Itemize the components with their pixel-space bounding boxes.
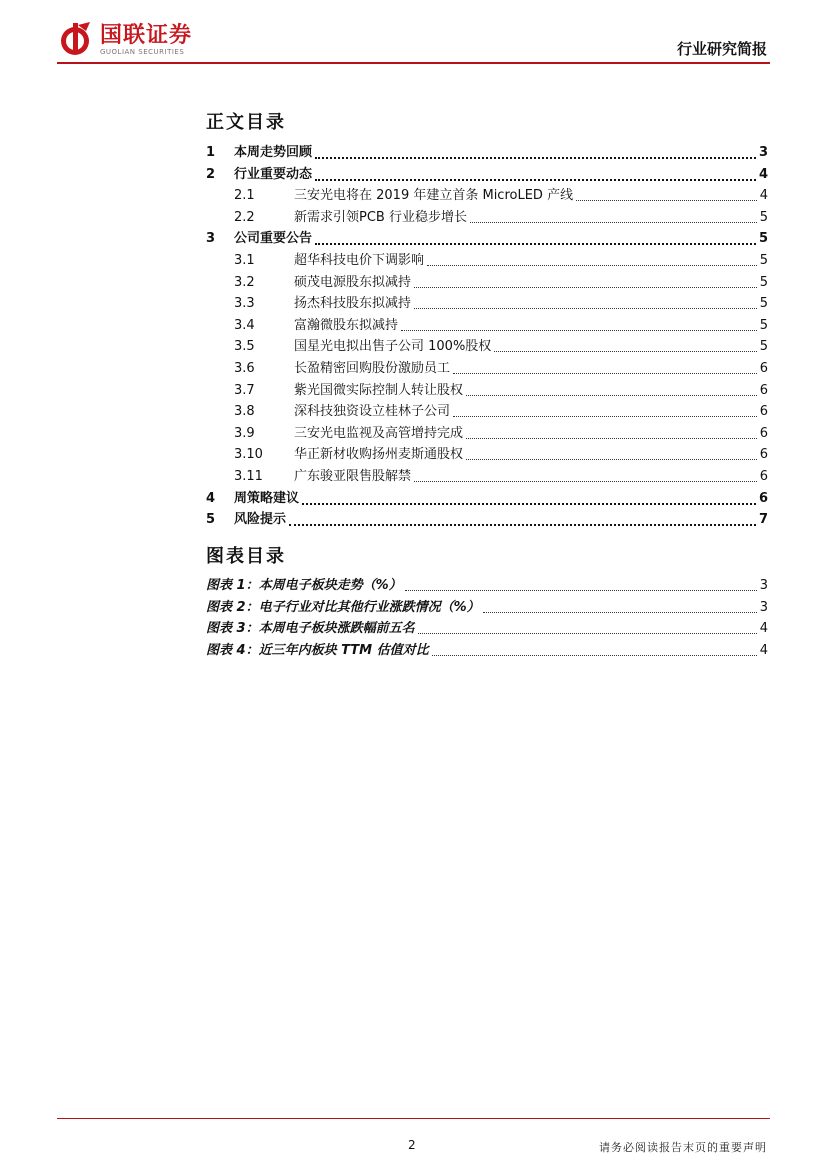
toc-entry-number: 3.9 <box>234 426 255 441</box>
figure-entry-page: 3 <box>759 578 768 593</box>
toc-entry-number: 2.1 <box>234 188 255 203</box>
toc-entry[interactable] <box>234 316 768 336</box>
toc-entry-title: 华正新材收购扬州麦斯通股权 <box>294 447 464 462</box>
toc-entry-number: 3.4 <box>234 318 255 333</box>
toc-entry[interactable] <box>234 359 768 379</box>
toc-entry-page: 5 <box>759 296 768 311</box>
toc-dot-leader <box>414 307 757 309</box>
toc-entry[interactable] <box>234 208 768 228</box>
disclaimer-note: 请务必阅读报告末页的重要声明 <box>599 1141 767 1154</box>
figure-dot-leader <box>483 611 757 613</box>
toc-entry-number: 3.2 <box>234 275 255 290</box>
figure-dot-leader <box>432 654 757 656</box>
toc-entry-title: 三安光电监视及高管增持完成 <box>294 426 464 441</box>
toc-entry-page: 6 <box>759 469 768 484</box>
toc-entry-title: 长盈精密回购股份激励员工 <box>294 361 451 376</box>
toc-entry-number: 3.3 <box>234 296 255 311</box>
toc-entry-page: 5 <box>759 253 768 268</box>
figure-entry[interactable] <box>206 641 768 661</box>
figure-entry[interactable] <box>206 576 768 596</box>
figure-entry-title: 图表 1：本周电子板块走势（%） <box>206 578 402 593</box>
footer-divider <box>57 1118 770 1119</box>
toc-entry-page: 6 <box>759 361 768 376</box>
toc-entry-title: 富瀚微股东拟减持 <box>294 318 399 333</box>
report-type-label: 行业研究简报 <box>676 40 767 58</box>
toc-entry[interactable] <box>234 424 768 444</box>
toc-entry-page: 6 <box>758 491 768 506</box>
toc-entry[interactable] <box>234 402 768 422</box>
toc-entry[interactable] <box>234 273 768 293</box>
toc-entry[interactable] <box>234 445 768 465</box>
toc-entry-title: 广东骏亚限售股解禁 <box>294 469 412 484</box>
toc-entry-page: 7 <box>758 512 768 527</box>
figure-dot-leader <box>418 632 757 634</box>
toc-entry[interactable] <box>206 489 768 509</box>
figure-dot-leader <box>405 589 757 591</box>
toc-entry-number: 2 <box>206 167 216 182</box>
figure-entry-title: 图表 4：近三年内板块 TTM 估值对比 <box>206 643 429 658</box>
toc-entry-page: 3 <box>758 145 768 160</box>
toc-entry-page: 5 <box>759 318 768 333</box>
toc-dot-leader <box>453 415 757 417</box>
toc-entry-title: 硕茂电源股东拟减持 <box>294 275 412 290</box>
logo-chinese-name: 国联证券 <box>100 22 193 48</box>
toc-dot-leader <box>302 502 756 505</box>
toc-entry[interactable] <box>234 186 768 206</box>
toc-entry-title: 公司重要公告 <box>234 231 313 246</box>
toc-entry-title: 行业重要动态 <box>234 167 313 182</box>
figure-entry-title: 图表 2：电子行业对比其他行业涨跌情况（%） <box>206 600 480 615</box>
toc-entry-page: 5 <box>758 231 768 246</box>
toc-entry-number: 3.1 <box>234 253 255 268</box>
toc-dot-leader <box>466 437 757 439</box>
toc-entry-number: 1 <box>206 145 216 160</box>
figures-toc-title: 图表目录 <box>206 546 286 567</box>
toc-entry-page: 4 <box>758 167 768 182</box>
toc-dot-leader <box>289 523 756 526</box>
toc-dot-leader <box>414 480 757 482</box>
toc-entry-title: 本周走势回顾 <box>234 145 313 160</box>
toc-dot-leader <box>466 458 757 460</box>
toc-dot-leader <box>466 394 757 396</box>
toc-title: 正文目录 <box>206 112 286 133</box>
toc-entry-title: 超华科技电价下调影响 <box>294 253 425 268</box>
company-logo <box>60 20 192 60</box>
toc-entry-title: 紫光国微实际控制人转让股权 <box>294 383 464 398</box>
toc-entry-number: 3 <box>206 231 216 246</box>
toc-entry[interactable] <box>206 165 768 185</box>
toc-dot-leader <box>453 372 757 374</box>
toc-entry-number: 3.11 <box>234 469 263 484</box>
toc-entry-title: 深科技独资设立桂林子公司 <box>294 404 451 419</box>
toc-dot-leader <box>315 242 756 245</box>
toc-entry-title: 三安光电将在 2019 年建立首条 MicroLED 产线 <box>294 188 574 203</box>
figure-entry-page: 3 <box>759 600 768 615</box>
toc-dot-leader <box>494 350 756 352</box>
toc-dot-leader <box>427 264 757 266</box>
toc-entry-title: 扬杰科技股东拟减持 <box>294 296 412 311</box>
toc-entry[interactable] <box>206 143 768 163</box>
figure-entry-page: 4 <box>759 621 768 636</box>
toc-dot-leader <box>401 329 757 331</box>
logo-icon <box>60 21 94 59</box>
toc-entry-page: 6 <box>759 447 768 462</box>
toc-entry[interactable] <box>234 381 768 401</box>
toc-entry-number: 3.10 <box>234 447 263 462</box>
toc-entry-page: 5 <box>759 339 768 354</box>
toc-entry-page: 4 <box>759 188 768 203</box>
toc-dot-leader <box>576 199 757 201</box>
header-divider <box>57 62 770 64</box>
toc-entry-page: 5 <box>759 275 768 290</box>
toc-entry[interactable] <box>234 294 768 314</box>
toc-entry-title: 新需求引领PCB 行业稳步增长 <box>294 210 467 225</box>
logo-english-name: GUOLIAN SECURITIES <box>100 47 185 56</box>
toc-entry-number: 2.2 <box>234 210 255 225</box>
figure-entry-page: 4 <box>759 643 768 658</box>
toc-dot-leader <box>315 156 756 159</box>
toc-entry-page: 6 <box>759 426 768 441</box>
figure-entry[interactable] <box>206 598 768 618</box>
page-number: 2 <box>408 1138 416 1152</box>
toc-entry-title: 周策略建议 <box>234 491 300 506</box>
figure-entry[interactable] <box>206 619 768 639</box>
toc-entry[interactable] <box>234 337 768 357</box>
toc-entry[interactable] <box>234 251 768 271</box>
toc-entry-title: 风险提示 <box>234 512 287 527</box>
toc-entry-page: 5 <box>759 210 768 225</box>
toc-entry-number: 5 <box>206 512 216 527</box>
toc-dot-leader <box>470 221 757 223</box>
toc-entry-page: 6 <box>759 404 768 419</box>
figure-entry-title: 图表 3：本周电子板块涨跌幅前五名 <box>206 621 415 636</box>
page-header <box>0 0 827 70</box>
toc-entry-number: 3.8 <box>234 404 255 419</box>
toc-entry[interactable] <box>206 229 768 249</box>
toc-entry-title: 国星光电拟出售子公司 100%股权 <box>294 339 492 354</box>
toc-entry-number: 3.6 <box>234 361 255 376</box>
toc-entry-number: 4 <box>206 491 216 506</box>
toc-dot-leader <box>315 178 756 181</box>
toc-entry-number: 3.7 <box>234 383 255 398</box>
toc-dot-leader <box>414 286 757 288</box>
toc-entry[interactable] <box>234 467 768 487</box>
toc-entry-page: 6 <box>759 383 768 398</box>
toc-entry[interactable] <box>206 510 768 530</box>
toc-entry-number: 3.5 <box>234 339 255 354</box>
